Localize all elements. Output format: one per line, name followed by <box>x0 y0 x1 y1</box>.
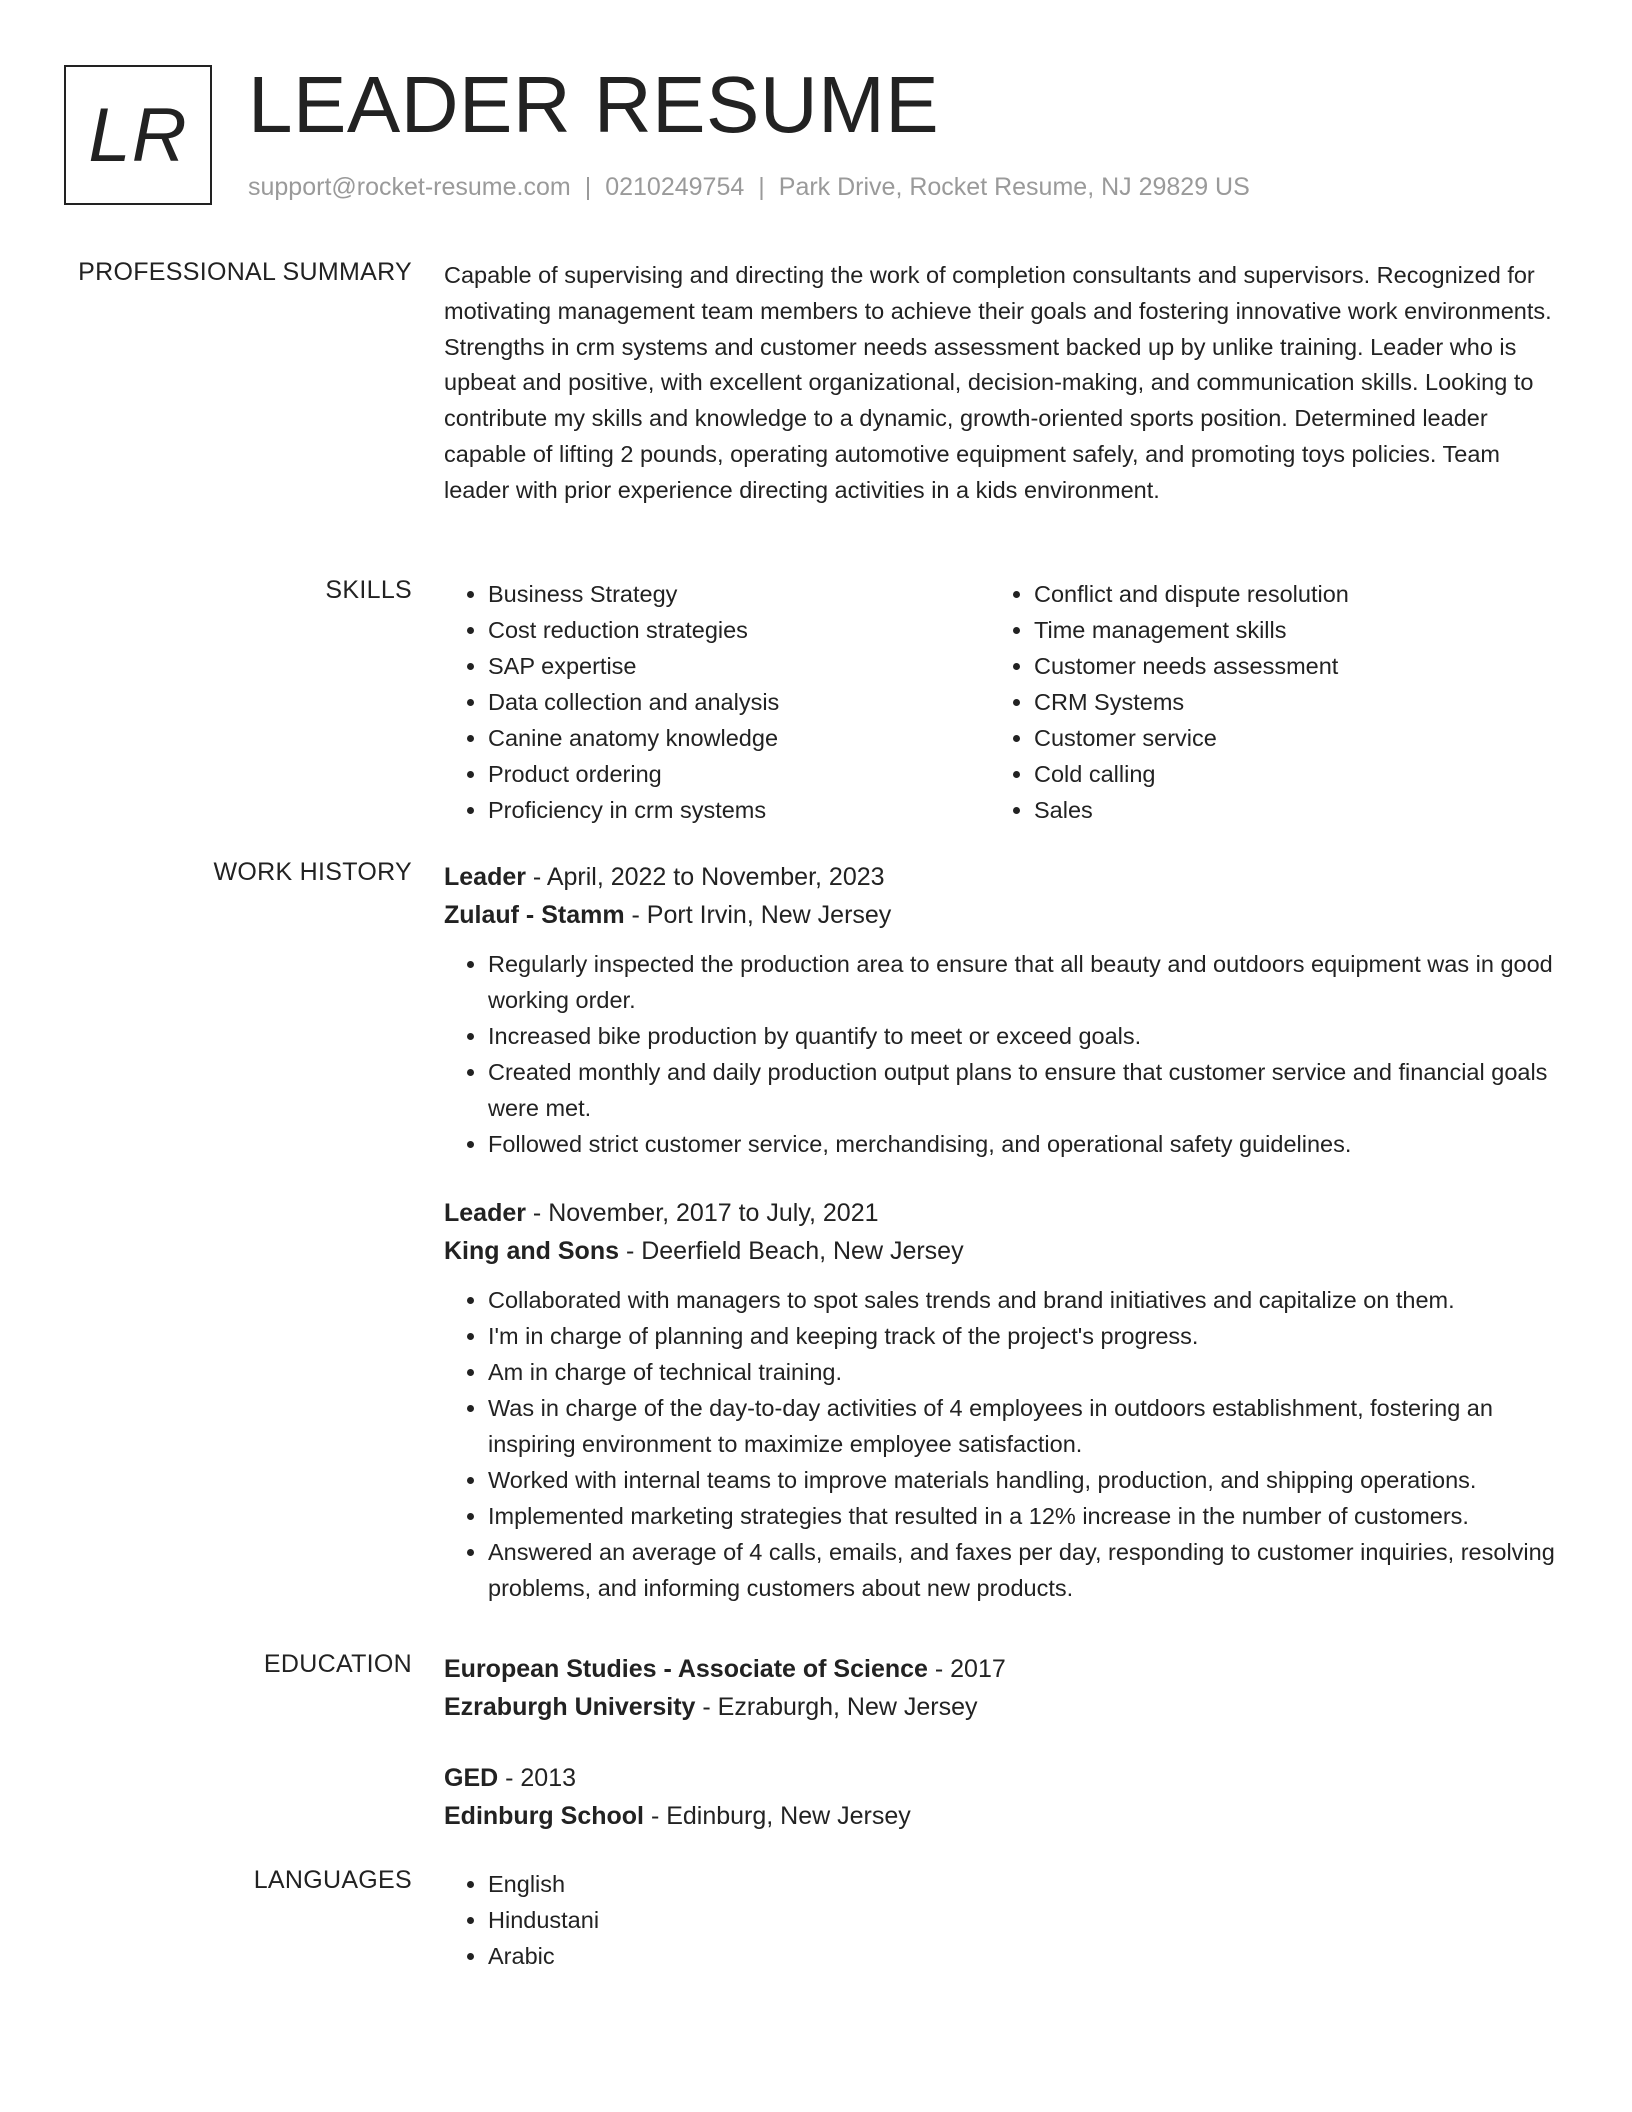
job-entry <box>444 858 1558 1162</box>
page-title: LEADER RESUME <box>248 60 940 149</box>
school-location: - Ezraburgh, New Jersey <box>695 1693 978 1721</box>
skill-item: • Sales <box>1034 792 1536 828</box>
job-title-line <box>444 1194 1558 1232</box>
job-title-line <box>444 858 1558 896</box>
skill-item: • SAP expertise <box>488 648 990 684</box>
language-item: • Arabic <box>488 1938 1558 1974</box>
company-name: Zulauf - Stamm <box>444 901 625 929</box>
school-line <box>444 1688 1558 1726</box>
contact-phone[interactable]: 0210249754 <box>605 173 745 201</box>
job-bullet: • Followed strict customer service, merchandising, and operational safety guidelines. <box>488 1126 1558 1162</box>
skill-item: • Product ordering <box>488 756 990 792</box>
job-bullet: • Regularly inspected the production area to ensure that all beauty and outdoors equipment was in good working order. <box>488 946 1558 1018</box>
contact-email[interactable]: support@rocket-resume.com <box>248 173 571 201</box>
company-line <box>444 1232 1558 1270</box>
school-location: - Edinburg, New Jersey <box>644 1802 911 1830</box>
monogram-logo: LR <box>64 65 212 205</box>
degree-name: GED <box>444 1764 499 1792</box>
degree-line <box>444 1650 1558 1688</box>
job-bullet: • Worked with internal teams to improve materials handling, production, and shipping operations. <box>488 1462 1558 1498</box>
section-heading-education: EDUCATION <box>263 1650 412 1678</box>
school-line <box>444 1797 1558 1835</box>
language-item: • English <box>488 1866 1558 1902</box>
skills-list-right <box>990 576 1536 828</box>
company-name: King and Sons <box>444 1237 619 1265</box>
skills-list-left <box>444 576 990 828</box>
job-dates: - November, 2017 to July, 2021 <box>525 1199 879 1227</box>
skill-item: • Time management skills <box>1034 612 1536 648</box>
languages-list <box>444 1866 1558 1974</box>
job-bullet: • I'm in charge of planning and keeping track of the project's progress. <box>488 1318 1558 1354</box>
job-entry <box>444 1194 1558 1606</box>
job-bullet: • Was in charge of the day-to-day activities of 4 employees in outdoors establishment, fostering an inspiring environment to maximize employee satisfaction. <box>488 1390 1558 1462</box>
company-location: - Port Irvin, New Jersey <box>624 901 892 929</box>
job-dates: - April, 2022 to November, 2023 <box>525 863 885 891</box>
education-entry <box>444 1759 1558 1835</box>
section-heading-skills: SKILLS <box>325 576 412 604</box>
job-bullet: • Collaborated with managers to spot sales trends and brand initiatives and capitalize on them. <box>488 1282 1558 1318</box>
skill-item: • Cold calling <box>1034 756 1536 792</box>
skill-item: • Proficiency in crm systems <box>488 792 990 828</box>
skill-item: • CRM Systems <box>1034 684 1536 720</box>
company-location: - Deerfield Beach, New Jersey <box>619 1237 964 1265</box>
job-bullets <box>444 1282 1558 1606</box>
job-bullet: • Increased bike production by quantify to meet or exceed goals. <box>488 1018 1558 1054</box>
skill-item: • Customer needs assessment <box>1034 648 1536 684</box>
language-item: • Hindustani <box>488 1902 1558 1938</box>
skill-item: • Cost reduction strategies <box>488 612 990 648</box>
skill-item: • Customer service <box>1034 720 1536 756</box>
degree-line <box>444 1759 1558 1797</box>
section-heading-summary: PROFESSIONAL SUMMARY <box>78 258 412 286</box>
job-title: Leader <box>444 863 526 891</box>
summary-text: Capable of supervising and directing the work of completion consultants and supervisors. Recognized for motivating management team members to achieve their goals and fostering innovative work environments. Strengths in crm systems and customer needs assessment backed up by unlike training. Leader who is upbeat and positive, with excellent organizational, decision-making, and communication skills. Looking to contribute my skills and knowledge to a dynamic, growth-oriented sports position. Determined leader capable of lifting 2 pounds, operating automotive equipment safely, and promoting toys policies. Team leader with prior experience directing activities in a kids environment. <box>444 262 1552 503</box>
job-bullet: • Am in charge of technical training. <box>488 1354 1558 1390</box>
education-entry <box>444 1650 1558 1726</box>
company-line <box>444 896 1558 934</box>
degree-name: European Studies - Associate of Science <box>444 1655 928 1683</box>
job-bullet: • Implemented marketing strategies that resulted in a 12% increase in the number of customers. <box>488 1498 1558 1534</box>
skill-item: • Data collection and analysis <box>488 684 990 720</box>
job-bullets <box>444 946 1558 1162</box>
contact-address: Park Drive, Rocket Resume, NJ 29829 US <box>778 173 1250 201</box>
school-name: Edinburg School <box>444 1802 644 1830</box>
section-heading-work-history: WORK HISTORY <box>213 858 412 886</box>
contact-line <box>248 173 1250 202</box>
job-bullet: • Answered an average of 4 calls, emails, and faxes per day, responding to customer inquiries, resolving problems, and informing customers about new products. <box>488 1534 1558 1606</box>
section-heading-languages: LANGUAGES <box>253 1866 412 1894</box>
contact-separator: | <box>584 173 592 201</box>
skill-item: • Conflict and dispute resolution <box>1034 576 1536 612</box>
degree-year: - 2017 <box>927 1655 1006 1683</box>
resume-header <box>64 60 1564 215</box>
degree-year: - 2013 <box>498 1764 577 1792</box>
skill-item: • Canine anatomy knowledge <box>488 720 990 756</box>
job-bullet: • Created monthly and daily production output plans to ensure that customer service and financial goals were met. <box>488 1054 1558 1126</box>
skill-item: • Business Strategy <box>488 576 990 612</box>
school-name: Ezraburgh University <box>444 1693 696 1721</box>
job-title: Leader <box>444 1199 526 1227</box>
contact-separator: | <box>758 173 765 201</box>
